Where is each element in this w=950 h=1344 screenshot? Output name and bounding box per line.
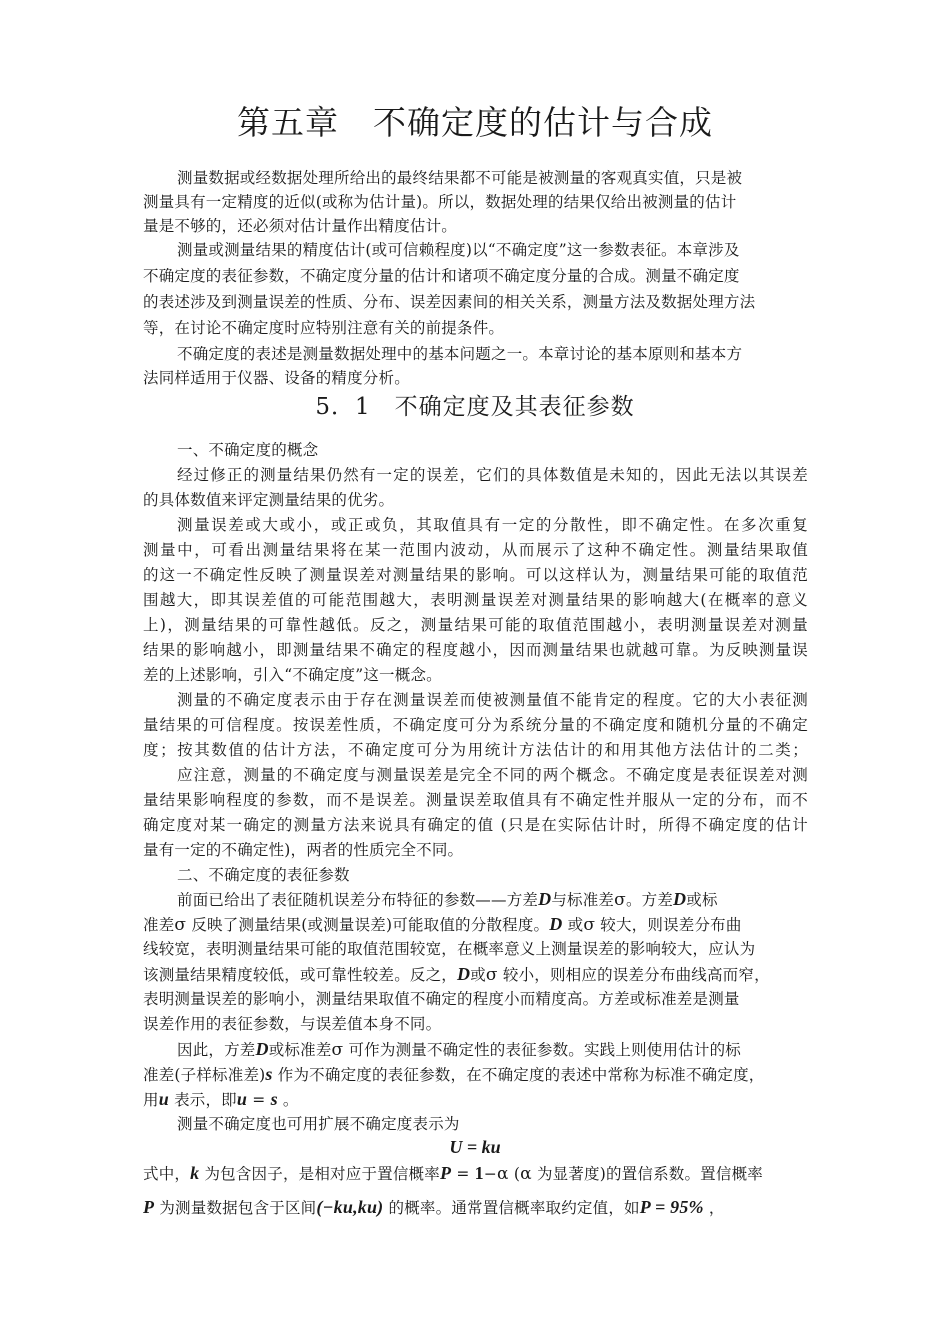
math-symbol: D [538, 889, 552, 909]
paragraph-line: 误差作用的表征参数，与误差值本身不同。 [143, 1015, 442, 1033]
paragraph-line: 该测量结果精度较低，或可靠性较差。反之，D或σ 较小，则相应的误差分布曲线高而窄， [143, 964, 770, 985]
paragraph-line: 式中，k 为包含因子，是相对应于置信概率P = 1−α (α 为显著度)的置信系数。置信概率 [143, 1163, 763, 1184]
paragraph-line: 测量中，可看出测量结果将在某一范围内波动，从而展示了这种不确定性。测量结果取值 [143, 541, 808, 559]
equation: U = ku [449, 1137, 501, 1157]
paragraph-line: 测量的不确定度表示由于存在测量误差而使被测量值不能肯定的程度。它的大小表征测 [177, 691, 808, 709]
paragraph-line: 差的上述影响，引入“不确定度”这一概念。 [143, 666, 442, 684]
paragraph-line: 表明测量误差的影响小，测量结果取值不确定的程度小而精度高。方差或标准差是测量 [143, 990, 740, 1008]
paragraph-line: 围越大，即其误差值的可能范围越大，表明测量误差对测量结果的影响越大(在概率的意义 [143, 591, 808, 609]
paragraph-line: 确定度对某一确定的测量方法来说具有确定的值 (只是在实际估计时，所得不确定度的估计 [143, 816, 808, 834]
math-symbol: P [143, 1197, 155, 1217]
paragraph-line: 用u 表示，即u = s 。 [143, 1089, 299, 1109]
paragraph-line: 的表述涉及到测量误差的性质、分布、误差因素间的相关关系，测量方法及数据处理方法 [143, 293, 756, 311]
math-symbol: k [190, 1163, 200, 1183]
paragraph-line: 的具体数值来评定测量结果的优劣。 [143, 491, 395, 509]
math-symbol: σ [614, 890, 626, 910]
paragraph-line: 量结果的可信程度。按误差性质，不确定度可分为系统分量的不确定度和随机分量的不确定 [143, 716, 808, 734]
paragraph-line: 量有一定的不确定性)，两者的性质完全不同。 [143, 841, 464, 859]
paragraph-line: 上)，测量结果的可靠性越低。反之，测量结果可能的取值范围越小，表明测量误差对测量 [143, 616, 808, 634]
math-symbol: D [255, 1039, 269, 1059]
paragraph-line: 经过修正的测量结果仍然有一定的误差，它们的具体数值是未知的，因此无法以其误差 [177, 466, 808, 484]
paragraph-line: 度；按其数值的估计方法，不确定度可分为用统计方法估计的和用其他方法估计的二类； [143, 741, 808, 759]
paragraph-line: 量结果影响程度的参数，而不是误差。测量误差取值具有不确定性并服从一定的分布，而不 [143, 791, 808, 809]
math-symbol: s [265, 1064, 273, 1084]
paragraph-line: 前面已给出了表征随机误差分布特征的参数——方差D与标准差σ。方差D或标 [177, 889, 718, 910]
paragraph-line: 结果的影响越小，即测量结果不确定的程度越小，因而测量结果也就越可靠。为反映测量误 [143, 641, 808, 659]
math-symbol: σ [485, 965, 498, 985]
section-title: 5．1 不确定度及其表征参数 [315, 394, 635, 420]
paragraph-line: 不确定度的表征参数，不确定度分量的估计和诸项不确定度分量的合成。测量不确定度 [143, 267, 740, 285]
paragraph-line: P 为测量数据包含于区间(−ku,ku) 的概率。通常置信概率取约定值，如P = 95% ， [143, 1197, 725, 1217]
paragraph-line: 测量误差或大或小，或正或负，其取值具有一定的分散性，即不确定性。在多次重复 [177, 516, 808, 534]
paragraph-line: 法同样适用于仪器、设备的精度分析。 [143, 369, 410, 387]
paragraph-line: 的这一不确定性反映了测量误差对测量结果的影响。可以这样认为，测量结果可能的取值范 [143, 566, 808, 584]
math-symbol: D [549, 914, 563, 934]
paragraph-line: 因此，方差D或标准差σ 可作为测量不确定性的表征参数。实践上则使用估计的标 [177, 1039, 741, 1060]
math-symbol: σ [331, 1040, 344, 1060]
subsection-heading: 二、不确定度的表征参数 [177, 866, 350, 884]
subsection-heading: 一、不确定度的概念 [177, 441, 319, 459]
paragraph-line: 准差σ 反映了测量结果(或测量误差)可能取值的分散程度。D 或σ 较大，则误差分布曲 [143, 914, 742, 935]
paragraph-line: 测量不确定度也可用扩展不确定度表示为 [177, 1115, 460, 1133]
chapter-title: 第五章 不确定度的估计与合成 [237, 103, 713, 142]
paragraph-line: 应注意，测量的不确定度与测量误差是完全不同的两个概念。不确定度是表征误差对测 [177, 766, 808, 784]
paragraph-line: 等，在讨论不确定度时应特别注意有关的前提条件。 [143, 319, 505, 337]
paragraph-line: 准差(子样标准差)s 作为不确定度的表征参数，在不确定度的表述中常称为标准不确定度， [143, 1064, 765, 1084]
paragraph-line: 测量或测量结果的精度估计(或可信赖程度)以“不确定度”这一参数表征。本章涉及 [177, 241, 740, 259]
math-symbol: u [158, 1089, 169, 1109]
math-symbol: σ [583, 915, 596, 935]
paragraph-line: 不确定度的表述是测量数据处理中的基本问题之一。本章讨论的基本原则和基本方 [177, 345, 743, 363]
paragraph-line: 线较宽，表明测量结果可能的取值范围较宽，在概率意义上测量误差的影响较大，应认为 [143, 940, 756, 958]
math-symbol: D [457, 964, 471, 984]
paragraph-line: 测量数据或经数据处理所给出的最终结果都不可能是被测量的客观真实值，只是被 [177, 169, 743, 187]
math-symbol: σ [174, 915, 187, 935]
paragraph-line: 量是不够的，还必须对估计量作出精度估计。 [143, 217, 458, 235]
paragraph-line: 测量具有一定精度的近似(或称为估计量)。所以，数据处理的结果仅给出被测量的估计 [143, 193, 737, 211]
math-symbol: D [673, 889, 687, 909]
